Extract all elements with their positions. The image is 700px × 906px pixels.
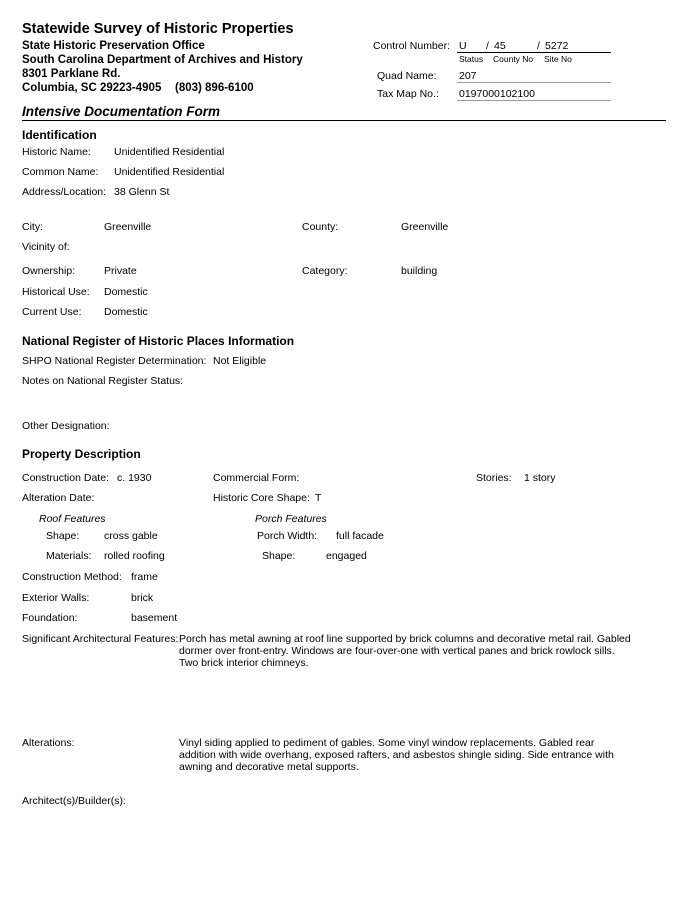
construction-date-value: c. 1930	[117, 472, 152, 484]
address-label: Address/Location:	[22, 186, 107, 198]
construction-method-label: Construction Method:	[22, 571, 122, 583]
quad-name-value: 207	[459, 70, 477, 82]
common-name-value: Unidentified Residential	[114, 166, 225, 178]
stories-value: 1 story	[524, 472, 556, 484]
historical-use-label: Historical Use:	[22, 286, 90, 298]
exterior-walls-value: brick	[131, 592, 154, 604]
control-number-underline	[457, 52, 611, 53]
office-phone: (803) 896-6100	[175, 82, 254, 94]
construction-method-value: frame	[131, 571, 158, 583]
architect-label: Architect(s)/Builder(s):	[22, 795, 126, 807]
category-label: Category:	[302, 265, 348, 277]
national-register-heading: National Register of Historic Places Information	[22, 334, 295, 348]
porch-width-label: Porch Width:	[257, 530, 318, 542]
construction-date-label: Construction Date:	[22, 472, 109, 484]
current-use-value: Domestic	[104, 306, 148, 318]
survey-title: Statewide Survey of Historic Properties	[22, 21, 294, 37]
nr-determination-value: Not Eligible	[213, 355, 267, 367]
form-title: Intensive Documentation Form	[22, 104, 221, 119]
category-value: building	[401, 265, 438, 277]
alteration-date-label: Alteration Date:	[22, 492, 95, 504]
current-use-label: Current Use:	[22, 306, 82, 318]
office-address: 8301 Parklane Rd.	[22, 68, 121, 80]
historic-name-value: Unidentified Residential	[114, 146, 225, 158]
roof-shape-label: Shape:	[46, 530, 80, 542]
stories-label: Stories:	[476, 472, 512, 484]
control-sep-2: /	[537, 40, 540, 52]
control-status: U	[459, 40, 467, 52]
porch-shape-label: Shape:	[262, 550, 296, 562]
nr-notes-label: Notes on National Register Status:	[22, 375, 184, 387]
county-value: Greenville	[401, 221, 449, 233]
office-line-2: South Carolina Department of Archives and History	[22, 54, 303, 66]
roof-materials-value: rolled roofing	[104, 550, 165, 562]
common-name-label: Common Name:	[22, 166, 99, 178]
alterations-text: Vinyl siding applied to pediment of gables. Some vinyl window replacements. Gabled rear addition with wide overhang, exposed rafters, and asbestos shingle siding. Side entrance with awning and decorative metal supports.	[179, 737, 614, 773]
commercial-form-label: Commercial Form:	[213, 472, 300, 484]
property-description-heading: Property Description	[22, 447, 141, 461]
tax-map-value: 0197000102100	[459, 88, 535, 100]
status-caption: Status	[459, 54, 484, 64]
historical-use-value: Domestic	[104, 286, 148, 298]
identification-heading: Identification	[22, 128, 97, 142]
significant-features-text: Porch has metal awning at roof line supported by brick columns and decorative metal rail. Gabled dormer over front-entry. Windows are four-over-one with vertical panes and brick rowlock sills. Two brick interior chimneys.	[179, 633, 631, 669]
porch-shape-value: engaged	[326, 550, 367, 562]
core-shape-value: T	[315, 492, 322, 504]
roof-features-heading: Roof Features	[39, 513, 106, 525]
vicinity-label: Vicinity of:	[22, 241, 70, 253]
roof-shape-value: cross gable	[104, 530, 158, 542]
exterior-walls-label: Exterior Walls:	[22, 592, 90, 604]
control-sep-1: /	[486, 40, 489, 52]
roof-materials-label: Materials:	[46, 550, 92, 562]
office-line-1: State Historic Preservation Office	[22, 40, 205, 52]
significant-features-label: Significant Architectural Features:	[22, 633, 179, 645]
ownership-label: Ownership:	[22, 265, 76, 277]
alterations-label: Alterations:	[22, 737, 75, 749]
address-value: 38 Glenn St	[114, 186, 170, 198]
city-value: Greenville	[104, 221, 152, 233]
core-shape-label: Historic Core Shape:	[213, 492, 310, 504]
control-number-label: Control Number:	[373, 40, 451, 52]
ownership-value: Private	[104, 265, 137, 277]
porch-width-value: full facade	[336, 530, 384, 542]
city-label: City:	[22, 221, 43, 233]
tax-map-label: Tax Map No.:	[377, 88, 439, 100]
office-city-zip: Columbia, SC 29223-4905	[22, 82, 162, 94]
county-no-caption: County No	[493, 54, 534, 64]
historic-name-label: Historic Name:	[22, 146, 91, 158]
quad-name-underline	[457, 82, 611, 83]
porch-features-heading: Porch Features	[255, 513, 327, 525]
other-designation-label: Other Designation:	[22, 420, 110, 432]
control-site-no: 5272	[545, 40, 569, 52]
foundation-value: basement	[131, 612, 178, 624]
foundation-label: Foundation:	[22, 612, 78, 624]
site-no-caption: Site No	[544, 54, 572, 64]
nr-determination-label: SHPO National Register Determination:	[22, 355, 207, 367]
quad-name-label: Quad Name:	[377, 70, 437, 82]
control-county-no: 45	[494, 40, 506, 52]
county-label: County:	[302, 221, 339, 233]
tax-map-underline	[457, 100, 611, 101]
form-title-rule	[22, 120, 666, 121]
